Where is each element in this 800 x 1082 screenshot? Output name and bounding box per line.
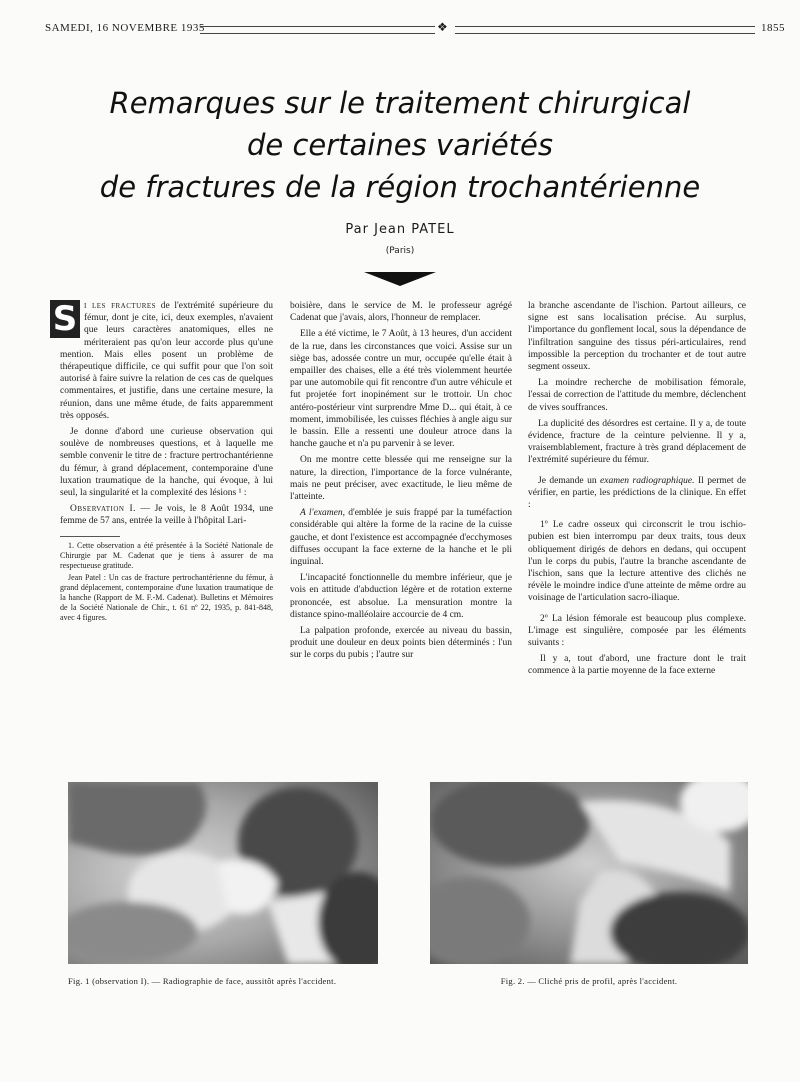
header-rule-right xyxy=(455,26,755,34)
italic-lead: A l'examen, xyxy=(300,508,345,519)
footnote-rule xyxy=(60,536,120,537)
paragraph: La palpation profonde, exercée au niveau du bassin, produit une douleur en deux points bien déterminés : l'un sur le corps du pubis ; l'autre sur xyxy=(290,626,512,661)
paragraph-text: de l'extrémité supérieure du fémur, dont je cite, ici, deux exemples, n'avaient que leurs caractères anatomiques, elles ne mériteraient pas qu'on leur accorde plus qu'une mention. Mais elles posent un problème de thérapeutique difficile, ce qui suffit pour que l'on soit autorisé à faire suivre la relation de ces cas de quelques commentaires, et justifie, dans une certaine mesure, la réunion, dans une même étude, de faits apparemment très opposés. xyxy=(60,301,273,421)
text-column-2 xyxy=(290,300,512,666)
xray-figure-1 xyxy=(68,782,378,964)
paragraph: L'incapacité fonctionnelle du membre inférieur, que je vois en attitude d'abduction légère et de rotation externe prononcée, est absolue. La mensuration montre la distance spino-malléolaire accourcie de 4 cm. xyxy=(290,573,512,620)
paragraph: Elle a été victime, le 7 Août, à 13 heures, d'un accident de la rue, dans les circonstances que voici. Assise sur un siège bas, adossée contre un mur, occupée qu'elle était à empailler des chaises, elle a été très violemment heurtée par une automobile qui fit rencontre d'un autre véhicule et fut projetée fort inopinément sur le trottoir. Un choc antéro-postérieur vint surprendre Mme D... qui était, à ce moment, immobilisée, les cuisses fléchies à angle aigu sur le bassin. Elle a ressenti une douleur atroce dans la hanche gauche et n'a pu parvenir à se lever. xyxy=(290,329,512,450)
article-title xyxy=(40,82,760,208)
paragraph: boisière, dans le service de M. le professeur agrégé Cadenat que j'avais, alors, l'honneur de remplacer. xyxy=(290,301,512,324)
italic-term: examen radiographique. xyxy=(600,475,695,486)
header-rule-left xyxy=(200,26,435,34)
paragraph-text: — Je vois, le 8 Août 1934, une femme de 57 ans, entrée la veille à l'hôpital Lari- xyxy=(60,504,273,527)
section-ornament-triangle xyxy=(364,272,436,286)
paragraph-radiography xyxy=(528,475,746,512)
title-line-1: Remarques sur le traitement chirurgical xyxy=(109,86,691,120)
lead-small-caps: i les fractures xyxy=(84,301,157,311)
xray-image-profile xyxy=(430,782,748,964)
author-city: (Paris) xyxy=(385,246,415,256)
issue-date: SAMEDI, 16 NOVEMBRE 1935 xyxy=(45,22,205,34)
paragraph-text: Je demande un xyxy=(538,475,601,486)
paragraph-text: d'emblée je suis frappé par la tuméfaction considérable qui altère la forme de la racine de la cuisse gauche, et dont l'existence est accompagnée d'ecchymoses diffuses occupant la face externe de la hanche et le pli inguinal. xyxy=(290,508,512,568)
title-line-2: de certaines variétés xyxy=(246,128,553,162)
figure-1-caption: Fig. 1 (observation I). — Radiographie de face, aussitôt après l'accident. xyxy=(68,976,337,986)
header-ornament: ❖ xyxy=(437,20,449,34)
footnotes xyxy=(60,541,273,623)
findings-list xyxy=(528,519,746,677)
running-header xyxy=(45,20,785,40)
paragraph: La duplicité des désordres est certaine. Il y a, de toute évidence, fracture de la ceinture pelvienne. Il y a, vraisemblablement, fracture à très grand déplacement de l'extrémité supérieure du fémur. xyxy=(528,418,746,466)
paragraph: On me montre cette blessée qui me renseigne sur la nature, la direction, l'importance de la force vulnérante, mais ne peut préciser, avec exactitude, le lieu même de l'atteinte. xyxy=(290,455,512,503)
author-byline: Par Jean PATEL xyxy=(345,222,455,237)
xray-figure-2 xyxy=(430,782,748,964)
paragraph-intro xyxy=(52,299,273,422)
paragraph-observation xyxy=(60,503,273,527)
title-line-3: de fractures de la région trochantérienne xyxy=(99,170,701,204)
finding-1: 1º Le cadre osseux qui circonscrit le trou ischio-pubien est bien interrompu par deux traits, tous deux obliquement dirigés de dehors en dedans, qui occupent l'un le corps du pubis, l'autre la branche ascendante de l'ischion, sans que la lecture attentive des clichés ne révèle le moindre indice d'une atteinte de même ordre au voisinage de l'articulation sacro-iliaque. xyxy=(528,520,746,604)
page-number: 1855 xyxy=(761,22,785,34)
observation-label: Observation I. xyxy=(70,504,137,515)
paragraph-text: Il permet de vérifier, en partie, les prédictions de la clinique. En effet : xyxy=(528,475,747,511)
drop-cap: S xyxy=(50,300,80,338)
footnote-reference: Jean Patel : Un cas de fracture pertrochantérienne du fémur, à grand déplacement, contemporaine d'une luxation traumatique de la hanche (Rapport de M. F.-M. Cadenat). Bulletins et Mémoires de la Société Nationale de Chir., t. 61 nº 22, 1935, p. 841-848, avec 4 figures. xyxy=(60,572,273,622)
finding-2: 2º La lésion fémorale est beaucoup plus complexe. L'image est singulière, composée par les éléments suivants : xyxy=(528,613,746,649)
paragraph: Il y a, tout d'abord, une fracture dont le trait commence à la partie moyenne de la face externe xyxy=(528,654,746,677)
figure-2-caption: Fig. 2. — Cliché pris de profil, après l'accident. xyxy=(500,976,678,986)
footnote-1: 1. Cette observation a été présentée à la Société Nationale de Chirurgie par M. Cadenat que je tiens à assurer de ma respectueuse gratitude. xyxy=(60,540,273,570)
text-column-1 xyxy=(52,299,273,625)
paragraph: la branche ascendante de l'ischion. Partout ailleurs, ce signe est sans localisation précise. Au surplus, l'importance du gonflement local, sous la dépendance de l'infiltration sanguine des tissus péri-articulaires, rend impossible la perception du trochanter et de tout autre segment osseux. xyxy=(528,301,746,373)
paragraph: Je donne d'abord une curieuse observation qui soulève de nombreuses questions, et à laquelle me semble convenir le titre de : fracture pertrochantérienne du fémur, à grand déplacement, contemporaine d'une luxation traumatique de la hanche, qui évoque, à lui seul, la singularité et la complexité des lésions ¹ : xyxy=(60,427,273,499)
text-column-3 xyxy=(528,300,746,682)
xray-image-frontal xyxy=(68,782,378,964)
paragraph: La moindre recherche de mobilisation fémorale, l'essai de correction de l'attitude du membre, déclenchent de vives souffrances. xyxy=(528,378,746,413)
paragraph-exam xyxy=(290,507,512,568)
